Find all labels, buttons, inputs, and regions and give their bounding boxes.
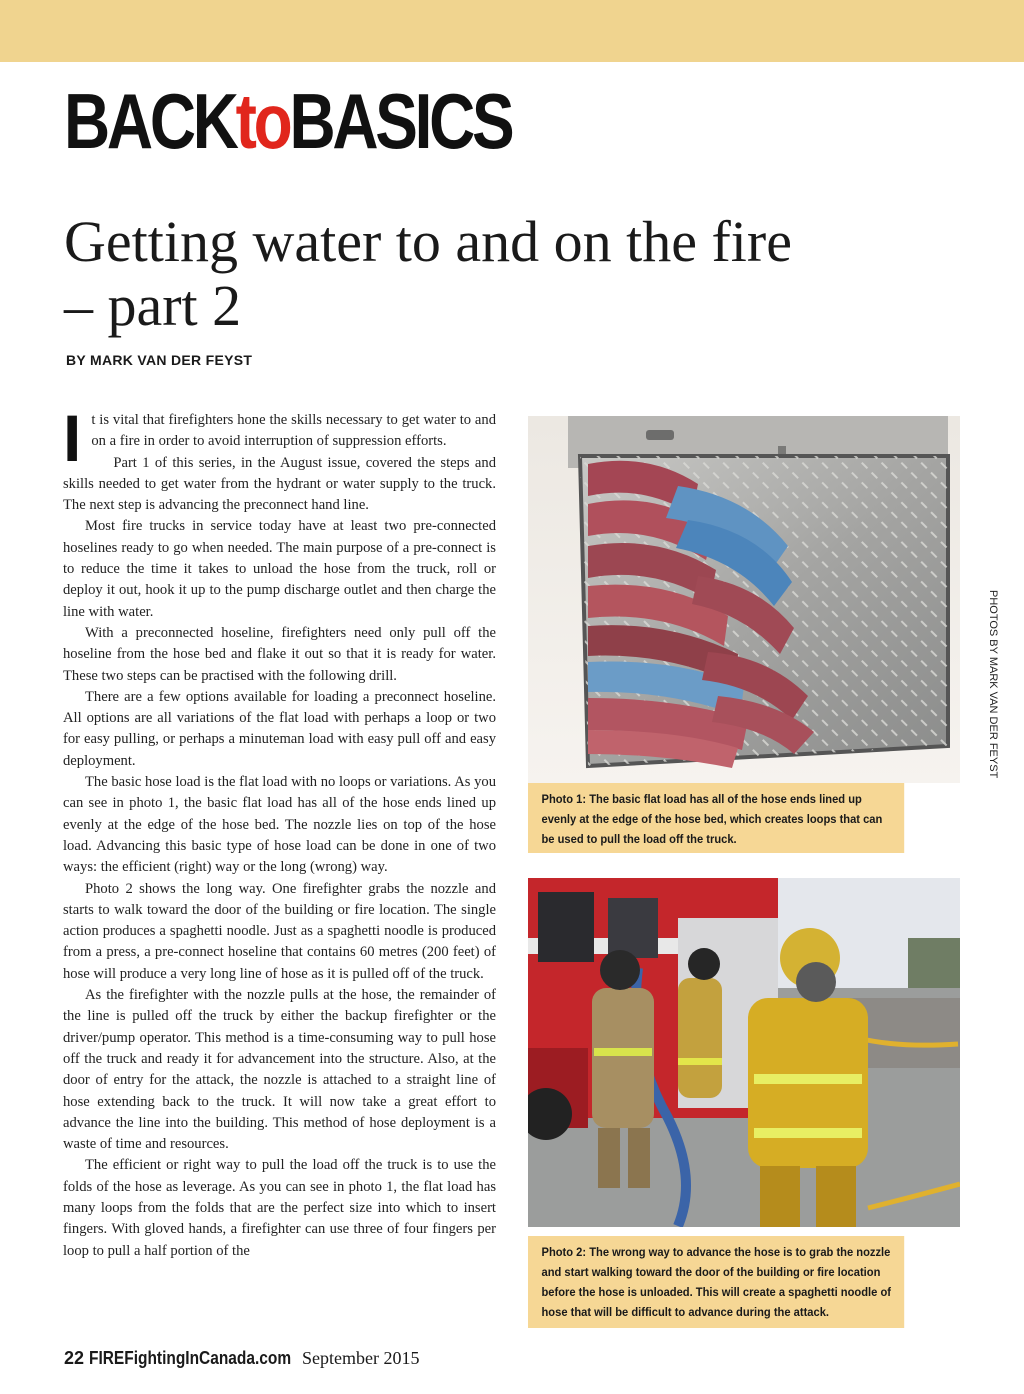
page-footer — [64, 1347, 420, 1369]
footer-site: FIREFightingInCanada.com — [88, 1348, 291, 1368]
firefighters-illustration — [528, 878, 960, 1227]
article-byline: BY MARK VAN DER FEYST — [66, 352, 253, 368]
article-paragraph: Part 1 of this series, in the August issue, covered the steps and skills needed to get water from the hydrant or water supply to the truck. The next step is advancing the preconnect hand line. — [63, 454, 496, 514]
hose-bed-illustration — [528, 416, 960, 783]
article-paragraph: With a preconnected hoseline, firefighters need only pull off the hoseline from the hose bed and flake it out so that it is ready for water. These two steps can be practised with the following drill. — [63, 624, 496, 684]
article-paragraph: The basic hose load is the flat load with no loops or variations. As you can see in photo 1, the basic flat load has all of the hose ends lined up evenly at the edge of the hose bed. The nozzle lies on top of the hose load. Advancing this basic type of hose load can be done in one of two ways: the efficient (right) way or the long (wrong) way. — [63, 774, 496, 876]
section-title-back: BACK — [64, 77, 236, 165]
top-color-band — [0, 0, 1024, 62]
article-paragraph: The efficient or right way to pull the load off the truck is to use the folds of the hose as leverage. As you can see in photo 1, the flat load has many loops from the folds that are the perfect size into which to insert fingers. With gloved hands, a firefighter can use three of four fingers per loop to pull a half portion of the — [63, 1157, 496, 1259]
photo-1-caption: Photo 1: The basic flat load has all of the hose ends lined up evenly at the edge of the hose bed, which creates loops that can be used to pull the load off the truck. — [528, 783, 904, 853]
photo-hose-bed — [528, 416, 960, 783]
article-paragraph: Photo 2 shows the long way. One firefighter grabs the nozzle and starts to walk toward the door of the building or fire location. The single action produces a spaghetti noodle. Just as a spaghetti noodle is produced from a press, a pre-connect hoseline that contains 60 metres (200 feet) of hose will produce a very long line of hose as it is pulled off of the truck. — [63, 880, 496, 982]
section-title-to: to — [235, 77, 290, 165]
article-paragraph — [63, 410, 496, 475]
section-title — [64, 76, 511, 166]
article-title: Getting water to and on the fire – part 2 — [64, 209, 792, 338]
drop-cap: I — [63, 410, 82, 475]
article-body — [63, 410, 496, 1330]
footer-date: September 2015 — [302, 1348, 420, 1368]
photo-credit: PHOTOS BY MARK VAN DER FEYST — [987, 590, 999, 779]
article-paragraph: There are a few options available for loading a preconnect hoseline. All options are all variations of the flat load with perhaps a loop or two for easy pulling, or perhaps a minuteman load with easy pull off and easy deployment. — [63, 688, 496, 769]
photo-2-caption: Photo 2: The wrong way to advance the hose is to grab the nozzle and start walking toward the door of the building or fire location before the hose is unloaded. This will create a spaghetti noodle of hose that will be difficult to advance during the attack. — [528, 1236, 904, 1328]
section-title-basics: BASICS — [289, 77, 512, 165]
page-number: 22 — [64, 1348, 85, 1368]
article-paragraph: As the firefighter with the nozzle pulls at the hose, the remainder of the line is pulled off the truck by either the backup firefighter or the driver/pump operator. This method is a time-consuming way to pull hose off the truck and ready it for advancement into the structure. Also, at the door of entry for the attack, the nozzle is attached to a straight line of hose extending back to the truck. It will now take a great effort to advance the line into the building. This method of hose deployment is a waste of time and resources. — [63, 987, 496, 1153]
article-paragraph: Most fire trucks in service today have at least two pre-connected hoselines ready to go when needed. The main purpose of a pre-connect is to reduce the time it takes to unload the hose from the truck, roll or deploy it out, hook it up to the pump discharge outlet and then charge the line with water. — [63, 518, 496, 620]
article-paragraph-text: t is vital that firefighters hone the skills necessary to get water to and on a fire in order to avoid interruption of suppression efforts. — [91, 412, 496, 450]
photo-firefighters — [528, 878, 960, 1227]
